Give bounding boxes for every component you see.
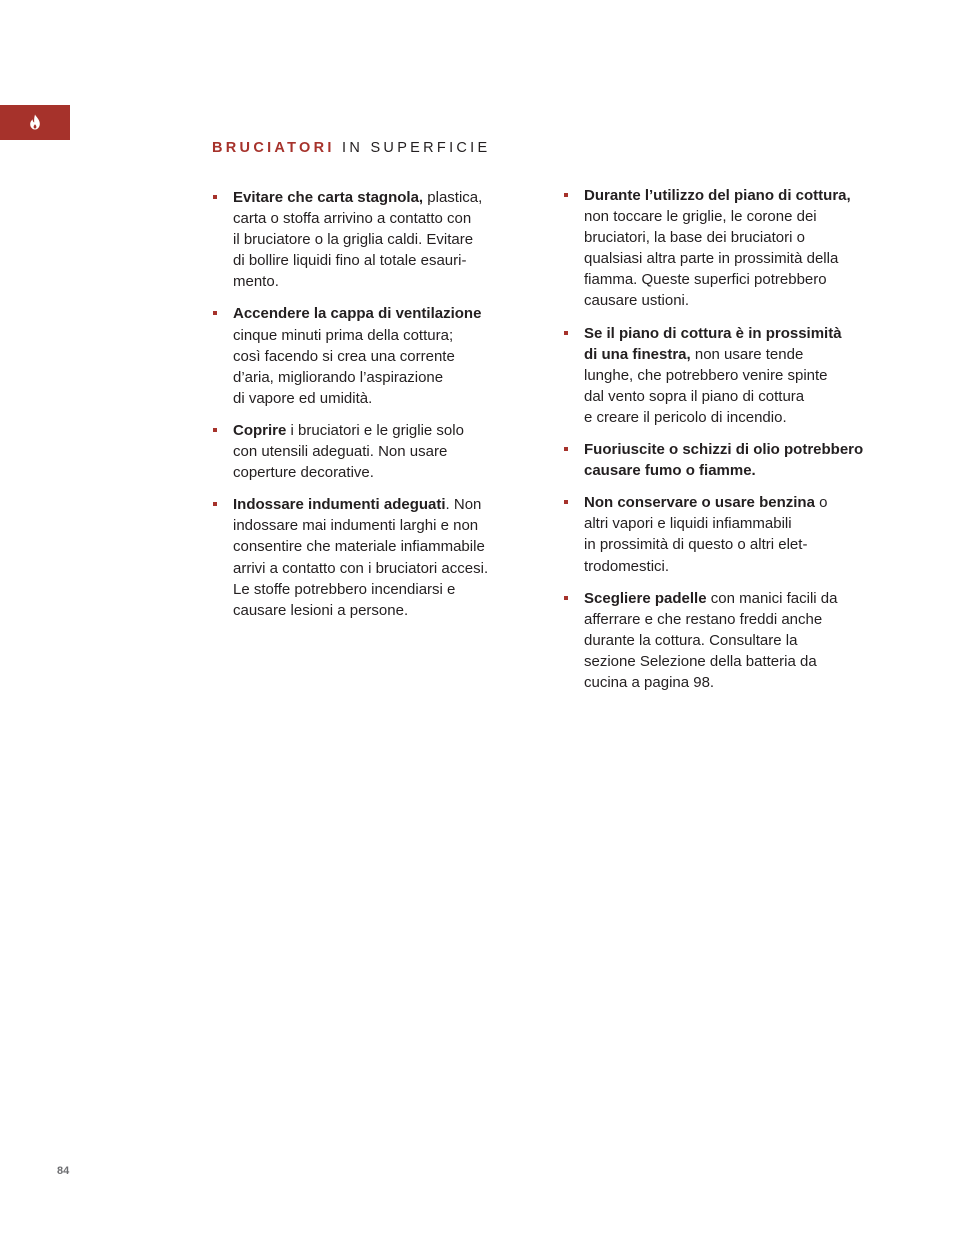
item-bold-lead: Indossare indumenti adeguati — [233, 496, 446, 514]
item-text: arrivi a contatto con i bruciatori accesi. — [233, 559, 489, 577]
item-text: così facendo si crea una corrente — [233, 347, 455, 365]
item-text: consentire che materiale infiammabile — [233, 538, 485, 556]
item-text: altri vapori e liquidi infiammabili — [584, 515, 792, 533]
item-text: indossare mai indumenti larghi e non — [233, 517, 479, 535]
list-item — [233, 494, 543, 621]
list-item — [233, 420, 543, 483]
item-text: o — [819, 494, 828, 512]
item-text: qualsiasi altra parte in prossimità della — [584, 250, 839, 268]
item-text: in prossimità di questo o altri elet- — [584, 536, 808, 554]
item-text: afferrare e che restano freddi anche — [584, 610, 823, 628]
page-number: 84 — [57, 1165, 70, 1177]
list-item — [584, 588, 894, 693]
flame-icon — [29, 114, 41, 130]
item-text: lunghe, che potrebbero venire spinte — [584, 366, 828, 384]
bullet-icon — [564, 193, 568, 197]
item-text: carta o stoffa arrivino a contatto con — [233, 210, 472, 228]
item-bold-lead: Fuoriuscite o schizzi di olio potrebbero — [584, 441, 864, 459]
list-item — [584, 185, 894, 312]
bullet-icon — [213, 502, 217, 506]
bullet-icon — [564, 331, 568, 335]
list-item — [233, 303, 543, 408]
item-text: d’aria, migliorando l’aspirazione — [233, 368, 444, 386]
item-text: . Non — [445, 496, 482, 514]
item-bold-lead: Se il piano di cottura è in prossimità — [584, 324, 842, 342]
item-text: durante la cottura. Consultare la — [584, 631, 798, 649]
item-text: cinque minuti prima della cottura; — [233, 326, 454, 344]
item-text: coperture decorative. — [233, 464, 374, 482]
list-item — [233, 187, 543, 292]
item-text: mento. — [233, 273, 279, 291]
item-text: di vapore ed umidità. — [233, 389, 373, 407]
item-text: non toccare le griglie, le corone dei — [584, 208, 817, 226]
bullet-icon — [213, 195, 217, 199]
section-title — [212, 139, 490, 157]
item-text: plastica, — [427, 189, 483, 206]
item-text: di bollire liquidi fino al totale esauri- — [233, 252, 467, 270]
item-bold-lead: Durante l’utilizzo del piano di cottura, — [584, 187, 851, 204]
section-tab — [0, 105, 70, 140]
item-text: cucina a pagina 98. — [584, 673, 715, 691]
item-text: bruciatori, la base dei bruciatori o — [584, 229, 805, 247]
bullet-icon — [213, 428, 217, 432]
left-bullet-list — [233, 187, 543, 632]
item-text: il bruciatore o la griglia caldi. Evitare — [233, 231, 474, 249]
item-bold-lead: di una finestra, — [584, 345, 691, 363]
list-item — [584, 492, 894, 576]
bullet-icon — [564, 596, 568, 600]
item-text: causare lesioni a persone. — [233, 601, 409, 619]
bullet-icon — [213, 311, 217, 315]
item-bold-lead: Accendere la cappa di ventilazione — [233, 305, 482, 323]
item-text: fiamma. Queste superfici potrebbero — [584, 271, 827, 289]
item-text: causare ustioni. — [584, 292, 690, 310]
list-item — [584, 439, 894, 481]
bullet-icon — [564, 500, 568, 504]
item-bold-lead: Coprire — [233, 421, 287, 439]
item-text: non usare tende — [694, 345, 804, 363]
item-bold-lead: Non conservare o usare benzina — [584, 494, 815, 512]
item-bold-lead: causare fumo o fiamme. — [584, 462, 756, 480]
item-bold-lead: Scegliere padelle — [584, 589, 707, 607]
section-title-light: IN SUPERFICIE — [342, 140, 491, 156]
list-item — [584, 323, 894, 428]
item-text: dal vento sopra il piano di cottura — [584, 387, 805, 405]
item-text: con manici facili da — [710, 589, 838, 607]
bullet-icon — [564, 447, 568, 451]
item-text: con utensili adeguati. Non usare — [233, 443, 448, 461]
item-text: i bruciatori e le griglie solo — [290, 421, 464, 439]
item-text: trodomestici. — [584, 557, 670, 575]
item-text: e creare il pericolo di incendio. — [584, 408, 787, 426]
item-bold-lead: Evitare che carta stagnola, — [233, 189, 424, 206]
right-bullet-list — [584, 185, 894, 704]
item-text: Le stoffe potrebbero incendiarsi e — [233, 580, 456, 598]
item-text: sezione Selezione della batteria da — [584, 652, 817, 670]
section-title-strong: BRUCIATORI — [212, 140, 335, 156]
